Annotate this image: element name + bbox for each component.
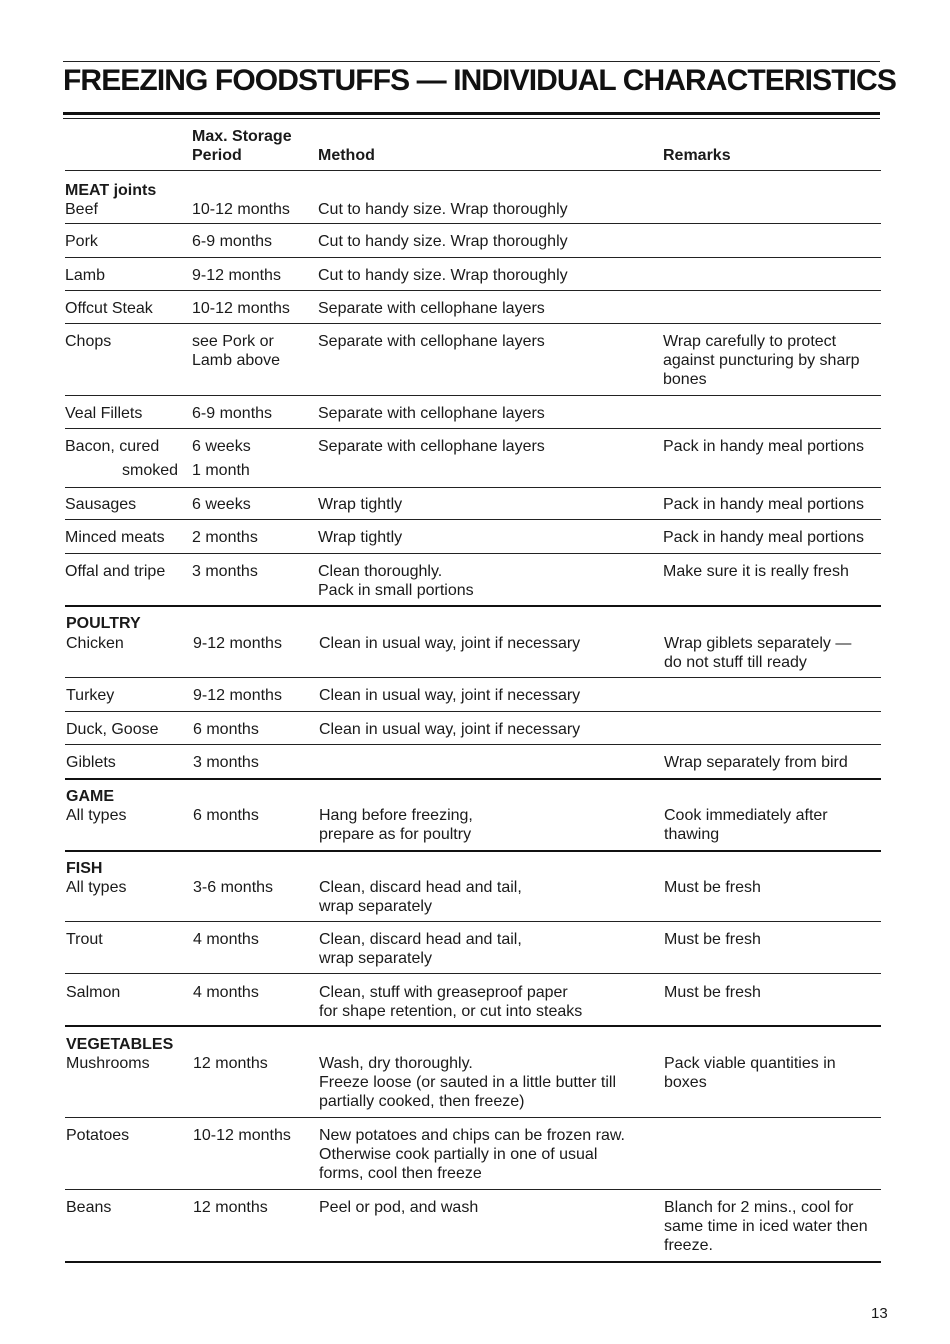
row-method: Wrap tightly <box>318 529 403 546</box>
row-divider <box>65 744 881 745</box>
row-remarks: Must be fresh <box>664 984 761 1001</box>
row-storage: see Pork or <box>192 333 274 350</box>
row-method: Freeze loose (or sauted in a little butter till <box>319 1074 617 1091</box>
row-divider <box>65 257 881 258</box>
section-heading: FISH <box>66 860 103 877</box>
row-item-sub: smoked <box>122 462 179 479</box>
row-divider <box>65 1189 881 1190</box>
row-storage: Lamb above <box>192 352 281 369</box>
row-item: All types <box>66 879 127 896</box>
row-remarks: same time in iced water then <box>664 1218 868 1235</box>
row-remarks: Pack in handy meal portions <box>663 496 864 513</box>
row-item: All types <box>66 807 127 824</box>
row-divider <box>65 487 881 488</box>
row-storage: 6 weeks <box>192 438 251 455</box>
row-method: for shape retention, or cut into steaks <box>319 1003 583 1020</box>
row-storage: 4 months <box>193 931 259 948</box>
row-method: New potatoes and chips can be frozen raw. <box>319 1127 625 1144</box>
row-remarks: Must be fresh <box>664 931 761 948</box>
row-item: Minced meats <box>65 529 165 546</box>
row-storage: 10-12 months <box>193 1127 291 1144</box>
row-remarks: Pack in handy meal portions <box>663 529 864 546</box>
row-divider <box>65 290 881 291</box>
row-remarks: Pack in handy meal portions <box>663 438 864 455</box>
row-storage: 2 months <box>192 529 258 546</box>
section-end-rule <box>65 850 881 852</box>
row-divider <box>65 921 881 922</box>
row-item: Chops <box>65 333 112 350</box>
row-method: prepare as for poultry <box>319 826 472 843</box>
row-method: Wash, dry thoroughly. <box>319 1055 473 1072</box>
column-header-remarks: Remarks <box>663 147 731 164</box>
row-storage: 9-12 months <box>193 635 282 652</box>
row-storage: 6 weeks <box>192 496 251 513</box>
row-remarks: Cook immediately after <box>664 807 828 824</box>
section-end-rule <box>65 1261 881 1263</box>
row-method: Clean, stuff with greaseproof paper <box>319 984 568 1001</box>
row-item: Trout <box>66 931 103 948</box>
row-storage: 3-6 months <box>193 879 274 896</box>
row-storage: 12 months <box>193 1199 268 1216</box>
row-divider <box>65 973 881 974</box>
top-rule <box>63 61 880 62</box>
row-method: partially cooked, then freeze) <box>319 1093 525 1110</box>
row-remarks: Wrap carefully to protect <box>663 333 837 350</box>
title-rule <box>63 112 880 115</box>
row-method: Pack in small portions <box>318 582 474 599</box>
row-remarks: bones <box>663 371 707 388</box>
row-item: Chicken <box>66 635 124 652</box>
row-item: Giblets <box>66 754 116 771</box>
row-remarks: Wrap giblets separately — <box>664 635 852 652</box>
row-item: Pork <box>65 233 98 250</box>
row-method: Hang before freezing, <box>319 807 473 824</box>
row-method: Wrap tightly <box>318 496 403 513</box>
row-remarks: Blanch for 2 mins., cool for <box>664 1199 854 1216</box>
row-method: wrap separately <box>319 950 432 967</box>
row-storage-sub: 1 month <box>192 462 250 479</box>
row-method: Clean in usual way, joint if necessary <box>319 635 581 652</box>
header-bottom-rule <box>65 170 881 171</box>
row-divider <box>65 711 881 712</box>
column-header-method: Method <box>318 147 375 164</box>
row-storage: 6 months <box>193 721 259 738</box>
row-method: Clean in usual way, joint if necessary <box>319 687 581 704</box>
row-item: Offcut Steak <box>65 300 153 317</box>
row-divider <box>65 519 881 520</box>
row-item: Turkey <box>66 687 115 704</box>
row-remarks: boxes <box>664 1074 707 1091</box>
row-remarks: Pack viable quantities in <box>664 1055 836 1072</box>
column-header-storage: Period <box>192 147 242 164</box>
row-storage: 6 months <box>193 807 259 824</box>
row-item: Offal and tripe <box>65 563 166 580</box>
row-method: Separate with cellophane layers <box>318 438 545 455</box>
row-method: Cut to handy size. Wrap thoroughly <box>318 233 568 250</box>
row-method: Peel or pod, and wash <box>319 1199 479 1216</box>
section-end-rule <box>65 605 881 607</box>
row-divider <box>65 323 881 324</box>
row-storage: 4 months <box>193 984 259 1001</box>
row-storage: 3 months <box>193 754 259 771</box>
row-method: wrap separately <box>319 898 432 915</box>
section-end-rule <box>65 778 881 780</box>
row-item: Beef <box>65 201 98 218</box>
row-remarks: against puncturing by sharp <box>663 352 860 369</box>
page-title: FREEZING FOODSTUFFS — INDIVIDUAL CHARACTERISTICS <box>63 64 896 97</box>
row-storage: 9-12 months <box>193 687 282 704</box>
row-item: Beans <box>66 1199 112 1216</box>
row-method: forms, cool then freeze <box>319 1165 482 1182</box>
row-remarks: thawing <box>664 826 720 843</box>
row-method: Cut to handy size. Wrap thoroughly <box>318 267 568 284</box>
row-remarks: do not stuff till ready <box>664 654 807 671</box>
row-storage: 6-9 months <box>192 233 273 250</box>
row-storage: 9-12 months <box>192 267 281 284</box>
row-item: Mushrooms <box>66 1055 150 1072</box>
page-number: 13 <box>871 1305 888 1322</box>
row-method: Separate with cellophane layers <box>318 405 545 422</box>
row-method: Clean, discard head and tail, <box>319 879 522 896</box>
row-remarks: Must be fresh <box>664 879 761 896</box>
row-divider <box>65 223 881 224</box>
column-header-storage: Max. Storage <box>192 128 292 145</box>
row-storage: 12 months <box>193 1055 268 1072</box>
row-method: Separate with cellophane layers <box>318 333 545 350</box>
header-top-rule <box>63 118 880 119</box>
row-divider <box>65 395 881 396</box>
row-method: Otherwise cook partially in one of usual <box>319 1146 598 1163</box>
row-item: Duck, Goose <box>66 721 159 738</box>
row-divider <box>65 1117 881 1118</box>
row-method: Separate with cellophane layers <box>318 300 545 317</box>
section-heading: GAME <box>66 788 114 805</box>
row-divider <box>65 553 881 554</box>
row-item: Sausages <box>65 496 137 513</box>
row-item: Potatoes <box>66 1127 130 1144</box>
row-method: Clean, discard head and tail, <box>319 931 522 948</box>
section-heading: MEAT joints <box>65 182 157 199</box>
row-remarks: freeze. <box>664 1237 713 1254</box>
row-method: Cut to handy size. Wrap thoroughly <box>318 201 568 218</box>
row-item: Lamb <box>65 267 106 284</box>
row-method: Clean thoroughly. <box>318 563 443 580</box>
row-item: Bacon, cured <box>65 438 160 455</box>
row-item: Salmon <box>66 984 121 1001</box>
section-end-rule <box>65 1025 881 1027</box>
section-heading: VEGETABLES <box>66 1036 174 1053</box>
row-storage: 10-12 months <box>192 201 290 218</box>
row-method: Clean in usual way, joint if necessary <box>319 721 581 738</box>
row-divider <box>65 677 881 678</box>
row-divider <box>65 428 881 429</box>
row-item: Veal Fillets <box>65 405 143 422</box>
row-remarks: Make sure it is really fresh <box>663 563 849 580</box>
row-remarks: Wrap separately from bird <box>664 754 848 771</box>
row-storage: 6-9 months <box>192 405 273 422</box>
row-storage: 10-12 months <box>192 300 290 317</box>
section-heading: POULTRY <box>66 615 141 632</box>
row-storage: 3 months <box>192 563 258 580</box>
